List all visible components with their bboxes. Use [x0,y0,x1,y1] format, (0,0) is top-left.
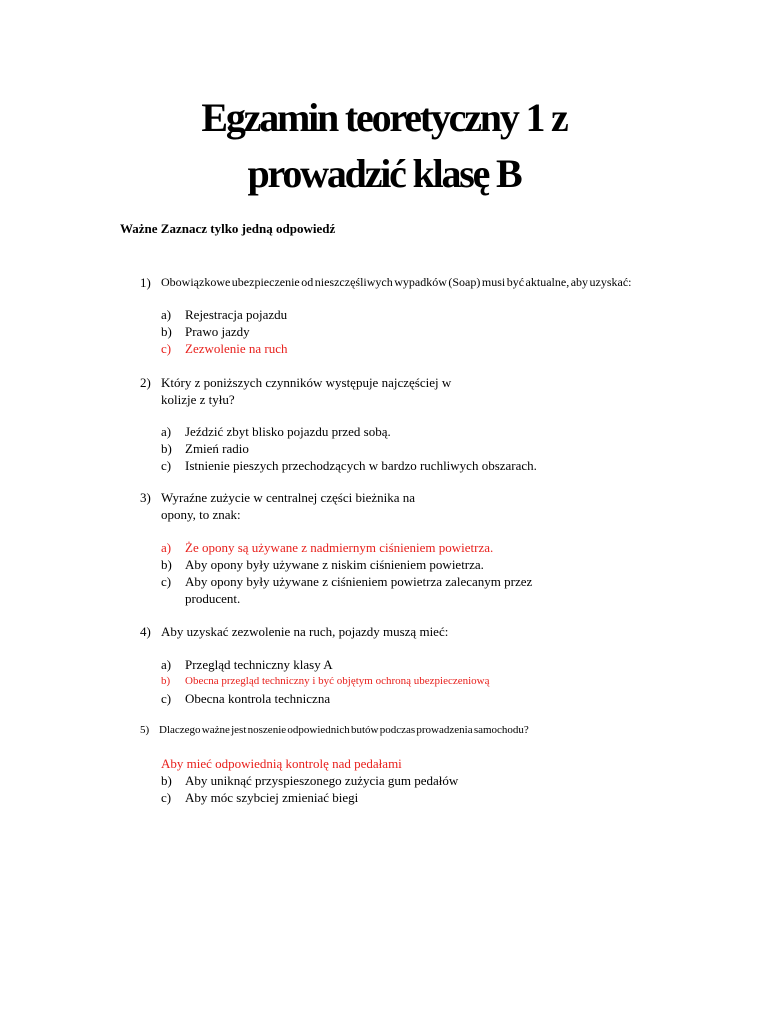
option-letter: a) [161,540,172,555]
option-text: Jeździć zbyt blisko pojazdu przed sobą. [185,424,391,439]
question-text: Dlaczego ważne jest noszenie odpowiednich butów podczas prowadzenia samochodu? [159,724,529,736]
option-text: Zezwolenie na ruch [185,341,288,356]
answer-option-correct[interactable] [161,539,494,556]
option-letter: c) [161,458,172,473]
question-number: 4) [140,624,151,639]
option-text: Aby móc szybciej zmieniać biegi [185,790,359,805]
option-letter: c) [161,691,172,706]
answer-list-3 [161,539,533,607]
option-letter: c) [161,341,172,356]
question-text: Obowiązkowe ubezpieczenie od nieszczęśliwych wypadków (Soap) musi być aktualne, aby uzyskać: [161,275,632,289]
option-letter: a) [161,657,172,672]
page-title-line-1: Egzamin teoretyczny 1 z [201,95,567,140]
answer-option[interactable] [161,573,533,590]
option-letter: b) [161,324,172,339]
option-letter: b) [161,557,172,572]
option-text: Rejestracja pojazdu [185,307,288,322]
question-text: Który z poniższych czynników występuje najczęściej w [161,375,452,390]
option-letter: b) [161,441,172,456]
option-text: Prawo jazdy [185,324,250,339]
question-text: kolizje z tyłu? [161,392,235,407]
option-letter: c) [161,790,172,805]
option-text: Aby opony były używane z niskim ciśnieniem powietrza. [185,557,484,572]
option-letter: b) [161,773,172,788]
option-text: Obecna kontrola techniczna [185,691,331,706]
option-text: Aby mieć odpowiednią kontrolę nad pedałami [161,756,402,771]
option-letter: a) [161,424,172,439]
option-text: Przegląd techniczny klasy A [185,657,333,672]
option-text-continuation: producent. [185,591,241,606]
question-number: 5) [140,724,150,736]
instruction-note: Ważne Zaznacz tylko jedną odpowiedź [120,221,336,236]
option-letter: a) [161,307,172,322]
option-text: Obecna przegląd techniczny i być objętym ochroną ubezpieczeniową [185,675,490,687]
option-text: Aby uniknąć przyspieszonego zużycia gum pedałów [185,773,459,788]
answer-option[interactable] [161,556,484,573]
question-number: 2) [140,375,151,390]
option-text: Że opony są używane z nadmiernym ciśnieniem powietrza. [185,540,494,555]
page-title-line-2: prowadzić klasę B [247,151,521,196]
option-letter: b) [161,675,171,687]
option-text: Istnienie pieszych przechodzących w bardzo ruchliwych obszarach. [185,458,537,473]
question-number: 1) [140,275,151,290]
question-text: opony, to znak: [161,507,241,522]
question-text: Aby uzyskać zezwolenie na ruch, pojazdy muszą mieć: [161,624,449,639]
question-text: Wyraźne zużycie w centralnej części bieżnika na [161,490,416,505]
option-text: Aby opony były używane z ciśnieniem powietrza zalecanym przez [185,574,533,589]
option-text: Zmień radio [185,441,249,456]
option-letter: c) [161,574,172,589]
question-number: 3) [140,490,151,505]
